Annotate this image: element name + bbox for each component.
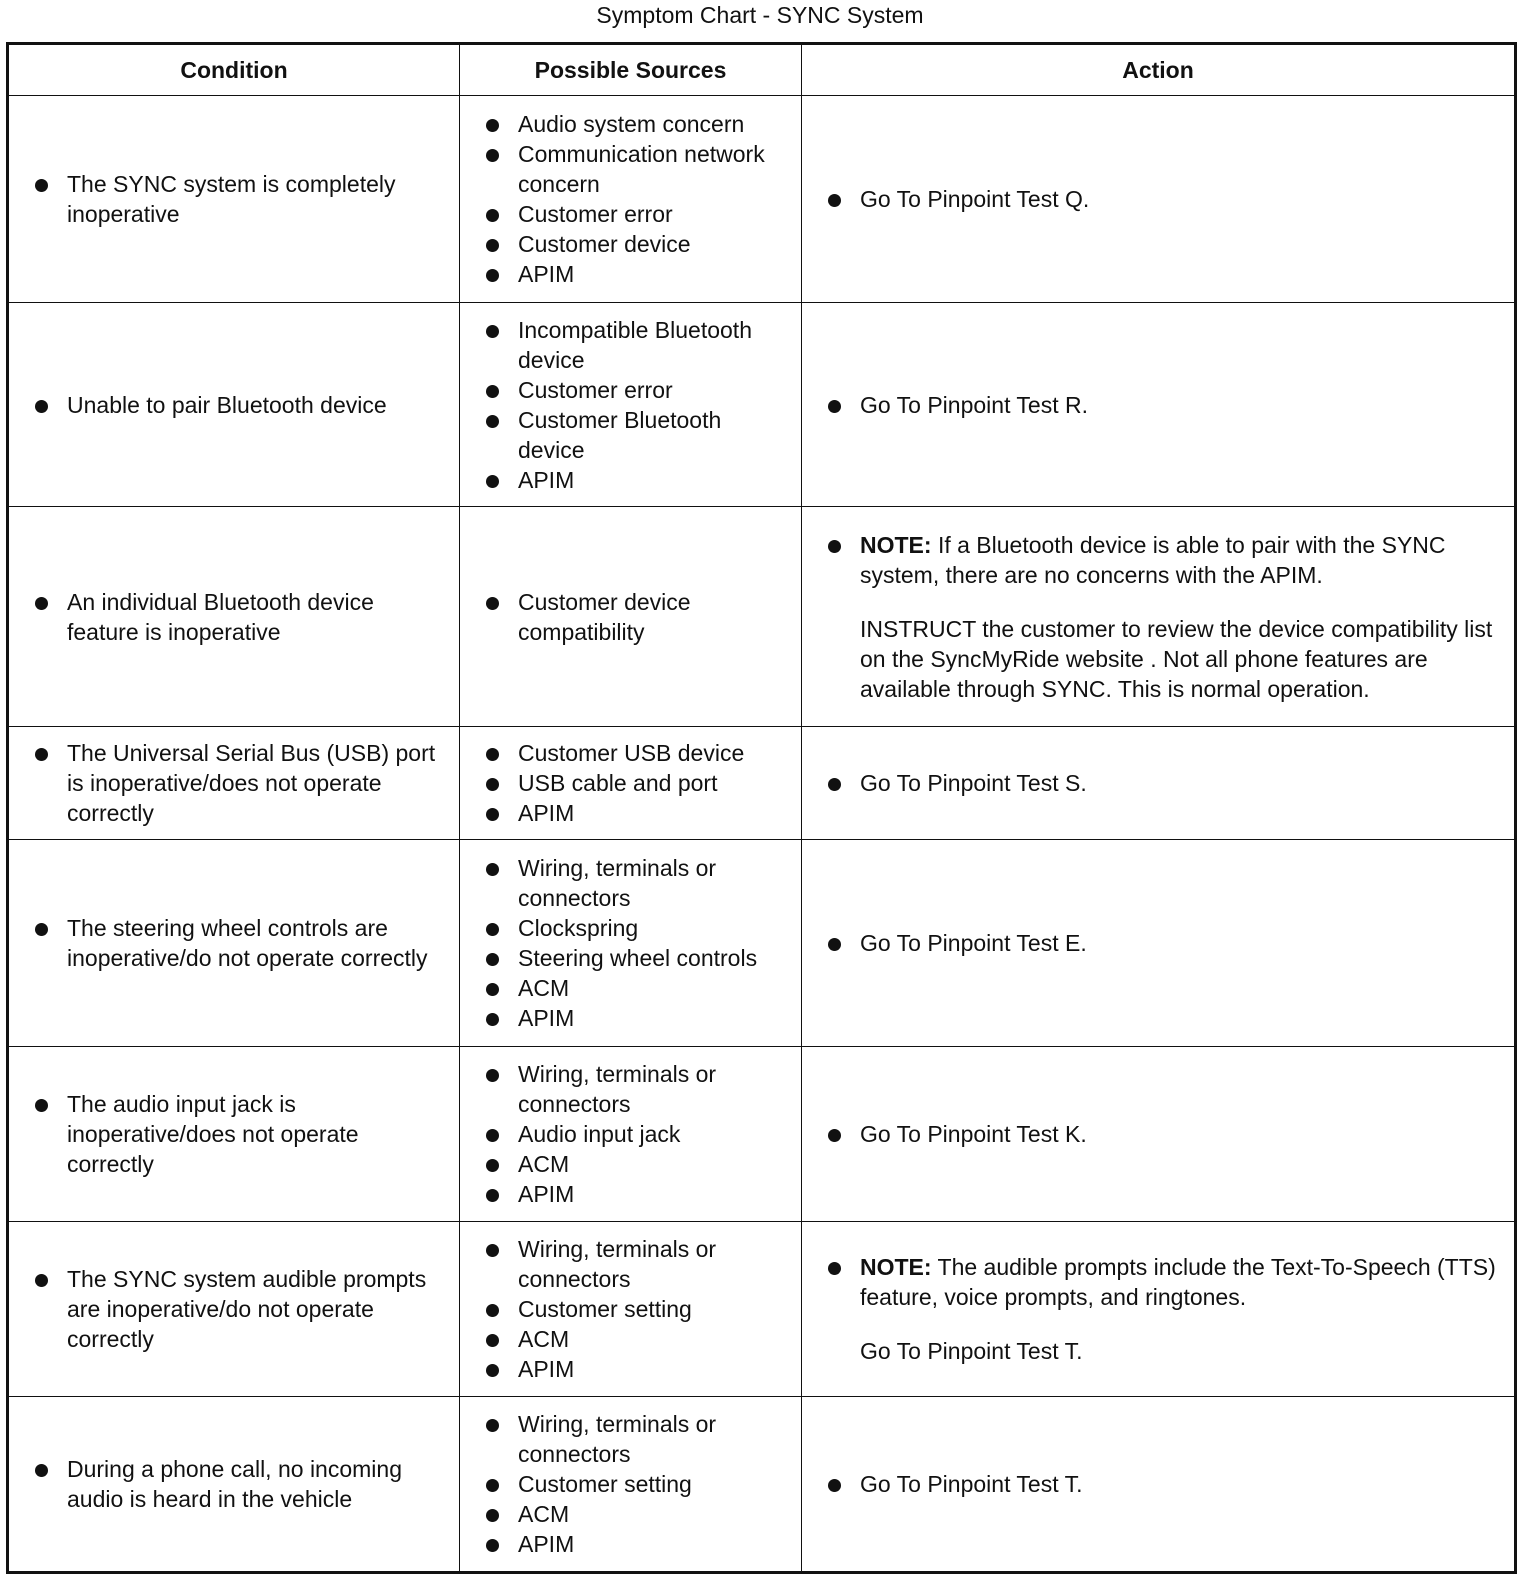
- source-item: Customer setting: [518, 1469, 791, 1499]
- action-note: [860, 530, 1502, 704]
- note-label: NOTE:: [860, 531, 932, 558]
- header-possible-sources: Possible Sources: [460, 44, 802, 96]
- source-item: Customer Bluetooth device: [518, 405, 791, 465]
- table-row: [8, 840, 1516, 1047]
- source-item: ACM: [518, 1149, 791, 1179]
- condition-cell: [8, 96, 460, 303]
- sources-cell: [460, 1397, 802, 1573]
- header-condition: Condition: [8, 44, 460, 96]
- source-item: Customer setting: [518, 1294, 791, 1324]
- action-text: Go To Pinpoint Test K.: [860, 1119, 1502, 1149]
- action-note: [860, 1252, 1502, 1366]
- condition-cell: [8, 507, 460, 727]
- header-row: [8, 44, 1516, 96]
- chart-title: Symptom Chart - SYNC System: [596, 2, 924, 28]
- action-cell: [802, 727, 1516, 840]
- sources-cell: [460, 1047, 802, 1222]
- condition-cell: [8, 840, 460, 1047]
- sources-cell: [460, 727, 802, 840]
- condition-text: During a phone call, no incoming audio is heard in the vehicle: [67, 1454, 441, 1514]
- note-label: NOTE:: [860, 1254, 932, 1280]
- sources-cell: [460, 507, 802, 727]
- header-action: Action: [802, 44, 1516, 96]
- source-item: Wiring, terminals or connectors: [518, 1059, 791, 1119]
- source-item: ACM: [518, 1324, 791, 1354]
- source-item: Wiring, terminals or connectors: [518, 853, 791, 913]
- table-row: [8, 1397, 1516, 1573]
- source-item: Wiring, terminals or connectors: [518, 1234, 791, 1294]
- source-item: APIM: [518, 465, 791, 495]
- note-text: The audible prompts include the Text-To-Speech (TTS) feature, voice prompts, and ringtones.: [860, 1254, 1496, 1310]
- source-item: APIM: [518, 1529, 791, 1559]
- table-row: [8, 303, 1516, 507]
- sources-cell: [460, 303, 802, 507]
- action-text: Go To Pinpoint Test Q.: [860, 184, 1502, 214]
- action-cell: [802, 1397, 1516, 1573]
- source-item: Customer USB device: [518, 738, 791, 768]
- action-followup: INSTRUCT the customer to review the device compatibility list on the SyncMyRide website . Not all phone features are available through SYNC. This is normal operation.: [860, 615, 1493, 702]
- source-item: APIM: [518, 1354, 791, 1384]
- source-item: Steering wheel controls: [518, 943, 791, 973]
- sources-cell: [460, 96, 802, 303]
- action-cell: [802, 96, 1516, 303]
- source-item: Wiring, terminals or connectors: [518, 1409, 791, 1469]
- condition-text: The Universal Serial Bus (USB) port is inoperative/does not operate correctly: [67, 738, 441, 828]
- note-text: If a Bluetooth device is able to pair with the SYNC system, there are no concerns with the APIM.: [860, 531, 1446, 588]
- source-item: APIM: [518, 798, 791, 828]
- action-cell: [802, 1222, 1516, 1397]
- condition-text: Unable to pair Bluetooth device: [67, 390, 441, 420]
- condition-cell: [8, 1222, 460, 1397]
- condition-cell: [8, 1397, 460, 1573]
- action-text: Go To Pinpoint Test R.: [860, 390, 1502, 420]
- sources-cell: [460, 840, 802, 1047]
- source-item: Audio input jack: [518, 1119, 791, 1149]
- source-item: Customer device: [518, 229, 791, 259]
- condition-text: An individual Bluetooth device feature is inoperative: [67, 587, 441, 647]
- source-item: USB cable and port: [518, 768, 791, 798]
- table-row: [8, 1047, 1516, 1222]
- condition-cell: [8, 727, 460, 840]
- source-item: APIM: [518, 1179, 791, 1209]
- source-item: APIM: [518, 259, 791, 289]
- action-text: Go To Pinpoint Test T.: [860, 1469, 1502, 1499]
- table-row: [8, 1222, 1516, 1397]
- condition-text: The SYNC system is completely inoperative: [67, 169, 441, 229]
- sources-cell: [460, 1222, 802, 1397]
- condition-text: The SYNC system audible prompts are inoperative/do not operate correctly: [67, 1264, 441, 1354]
- action-cell: [802, 840, 1516, 1047]
- source-item: Clockspring: [518, 913, 791, 943]
- source-item: Communication network concern: [518, 139, 791, 199]
- source-item: Customer device compatibility: [518, 587, 791, 647]
- source-item: ACM: [518, 1499, 791, 1529]
- source-item: Audio system concern: [518, 109, 791, 139]
- source-item: Customer error: [518, 199, 791, 229]
- condition-cell: [8, 303, 460, 507]
- source-item: ACM: [518, 973, 791, 1003]
- source-item: Incompatible Bluetooth device: [518, 315, 791, 375]
- condition-text: The audio input jack is inoperative/does not operate correctly: [67, 1089, 441, 1179]
- action-cell: [802, 303, 1516, 507]
- condition-cell: [8, 1047, 460, 1222]
- condition-text: The steering wheel controls are inoperative/do not operate correctly: [67, 913, 441, 973]
- table-row: [8, 727, 1516, 840]
- action-text: Go To Pinpoint Test E.: [860, 928, 1502, 958]
- source-item: APIM: [518, 1003, 791, 1033]
- action-cell: [802, 507, 1516, 727]
- table-row: [8, 507, 1516, 727]
- action-cell: [802, 1047, 1516, 1222]
- action-text: Go To Pinpoint Test S.: [860, 768, 1502, 798]
- source-item: Customer error: [518, 375, 791, 405]
- table-row: [8, 96, 1516, 303]
- symptom-table: [6, 42, 1517, 1574]
- action-followup: Go To Pinpoint Test T.: [860, 1338, 1083, 1364]
